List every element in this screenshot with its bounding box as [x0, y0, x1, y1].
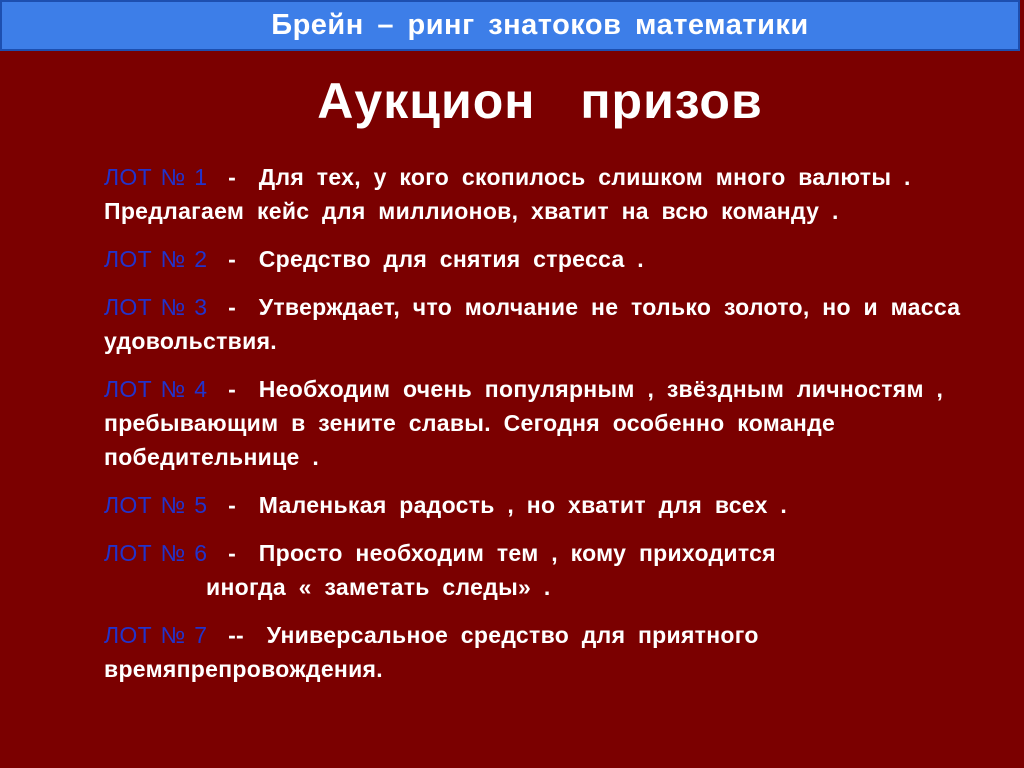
lot-label: ЛОТ № 1 — [104, 164, 208, 190]
lot-label: ЛОТ № 2 — [104, 246, 208, 272]
lot-item-4 — [104, 372, 964, 474]
lot-separator: - — [228, 164, 237, 190]
lot-text: Необходим очень популярным , звёздным личностям , пребывающим в зените славы. Сегодня особенно команде победительнице . — [104, 376, 944, 470]
lot-separator: - — [228, 540, 237, 566]
lot-label: ЛОТ № 5 — [104, 492, 208, 518]
lot-list — [104, 160, 964, 700]
lot-text: Утверждает, что молчание не только золото, но и масса удовольствия. — [104, 294, 961, 354]
lot-text: Для тех, у кого скопилось слишком много валюты . Предлагаем кейс для миллионов, хватит на всю команду . — [104, 164, 911, 224]
lot-separator: - — [228, 246, 237, 272]
lot-label: ЛОТ № 6 — [104, 540, 208, 566]
lot-separator: - — [228, 376, 237, 402]
slide-title: Аукцион призов — [317, 73, 763, 129]
lot-label: ЛОТ № 7 — [104, 622, 208, 648]
lot-text: Средство для снятия стресса . — [258, 246, 644, 272]
lot-text-continued: иногда « заметать следы» . — [206, 574, 551, 600]
lot-separator: - — [228, 492, 237, 518]
lot-text: Просто необходим тем , кому приходится — [258, 540, 776, 566]
lot-label: ЛОТ № 4 — [104, 376, 208, 402]
lot-item-5 — [104, 488, 964, 522]
lot-separator: -- — [228, 622, 245, 648]
lot-item-3 — [104, 290, 964, 358]
lot-item-6 — [104, 536, 964, 604]
header-title: Брейн – ринг знатоков математики — [271, 9, 809, 41]
lot-item-7 — [104, 618, 964, 686]
lot-item-1 — [104, 160, 964, 228]
header-bar — [0, 0, 1020, 51]
lot-text: Универсальное средство для приятного времяпрепровождения. — [104, 622, 759, 682]
lot-item-2 — [104, 242, 964, 276]
lot-label: ЛОТ № 3 — [104, 294, 208, 320]
lot-separator: - — [228, 294, 237, 320]
lot-text: Маленькая радость , но хватит для всех . — [258, 492, 788, 518]
